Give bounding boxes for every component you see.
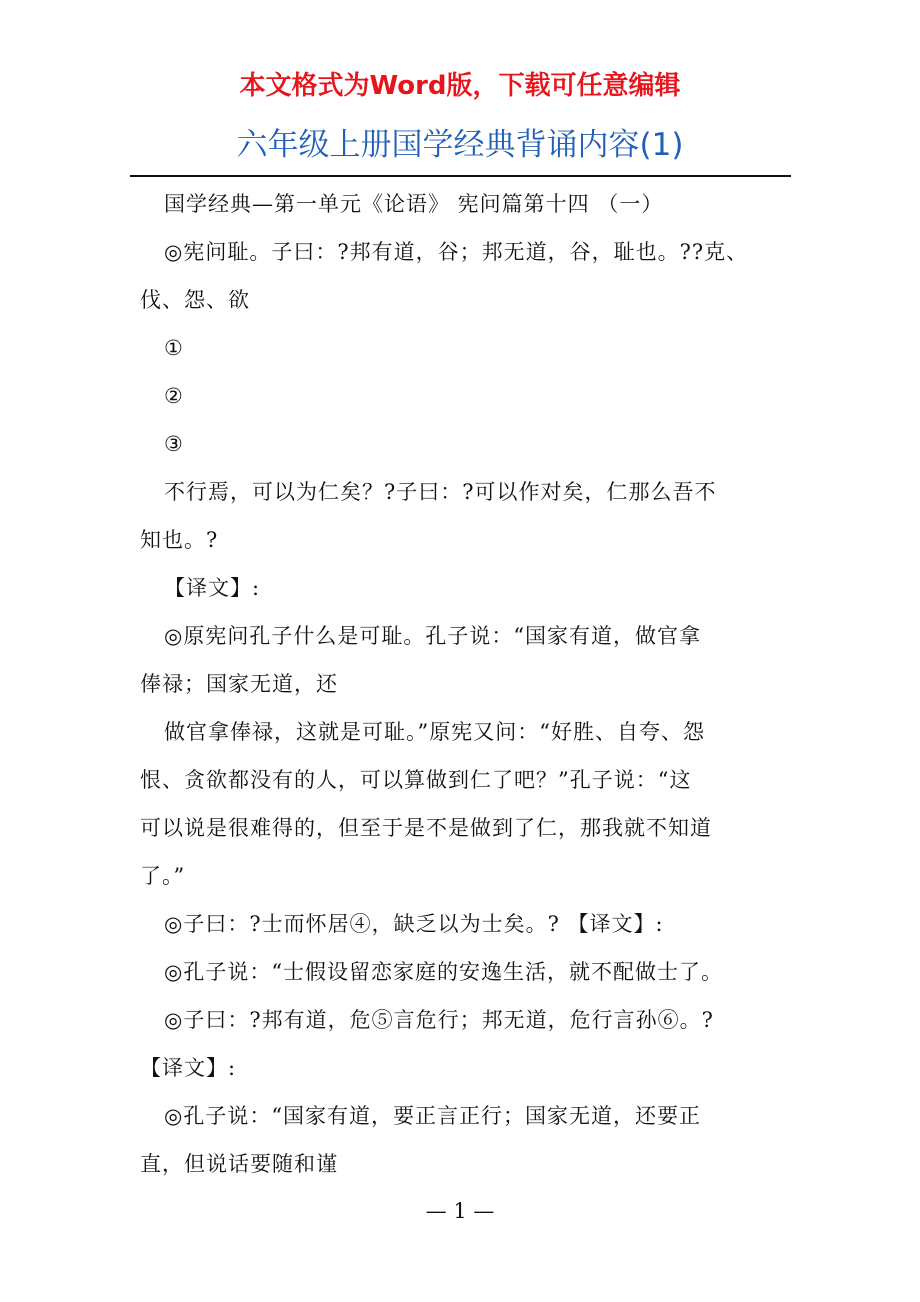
translation-label: 【译文】: — [140, 1056, 237, 1080]
translation-label: 【译文】: — [164, 576, 261, 600]
paragraph-line: 了。” — [140, 864, 186, 888]
paragraph-line: 可以说是很难得的，但至于是不是做到了仁，那我就不知道 — [140, 816, 712, 840]
footnote-marker: ① — [164, 336, 184, 360]
footnote-marker: ② — [164, 384, 184, 408]
paragraph-line: 俸禄；国家无道，还 — [140, 672, 338, 696]
paragraph-line: ◎子曰：?士而怀居④，缺乏以为士矣。? 【译文】: — [164, 912, 664, 936]
paragraph-line: 知也。? — [140, 528, 219, 552]
document-body — [140, 180, 788, 1188]
paragraph-line: 做官拿俸禄，这就是可耻。”原宪又问：“好胜、自夸、怨 — [164, 720, 705, 744]
paragraph-line: ◎子曰：?邦有道，危⑤言危行；邦无道，危行言孙⑥。? — [164, 1008, 714, 1032]
paragraph-line: 恨、贪欲都没有的人，可以算做到仁了吧？”孔子说：“这 — [140, 768, 692, 792]
section-heading: 国学经典—第一单元《论语》 宪问篇第十四 （一） — [164, 192, 664, 216]
page-number: — 1 — — [425, 1199, 495, 1223]
paragraph-line: ◎孔子说：“士假设留恋家庭的安逸生活，就不配做士了。 — [164, 960, 724, 984]
title-divider — [130, 175, 791, 177]
paragraph-line: ◎宪问耻。子曰：?邦有道，谷；邦无道，谷，耻也。??克、 — [164, 240, 749, 264]
paragraph-line: 伐、怨、欲 — [140, 288, 250, 312]
footnote-marker: ③ — [164, 432, 184, 456]
paragraph-line: 直，但说话要随和谨 — [140, 1152, 338, 1176]
download-banner: 本文格式为Word版，下载可任意编辑 — [239, 71, 681, 101]
document-title: 六年级上册国学经典背诵内容(1) — [236, 127, 684, 163]
paragraph-line: ◎原宪问孔子什么是可耻。孔子说：“国家有道，做官拿 — [164, 624, 702, 648]
paragraph-line: ◎孔子说：“国家有道，要正言正行；国家无道，还要正 — [164, 1104, 702, 1128]
paragraph-line: 不行焉，可以为仁矣？?子曰：?可以作对矣，仁那么吾不 — [164, 480, 717, 504]
